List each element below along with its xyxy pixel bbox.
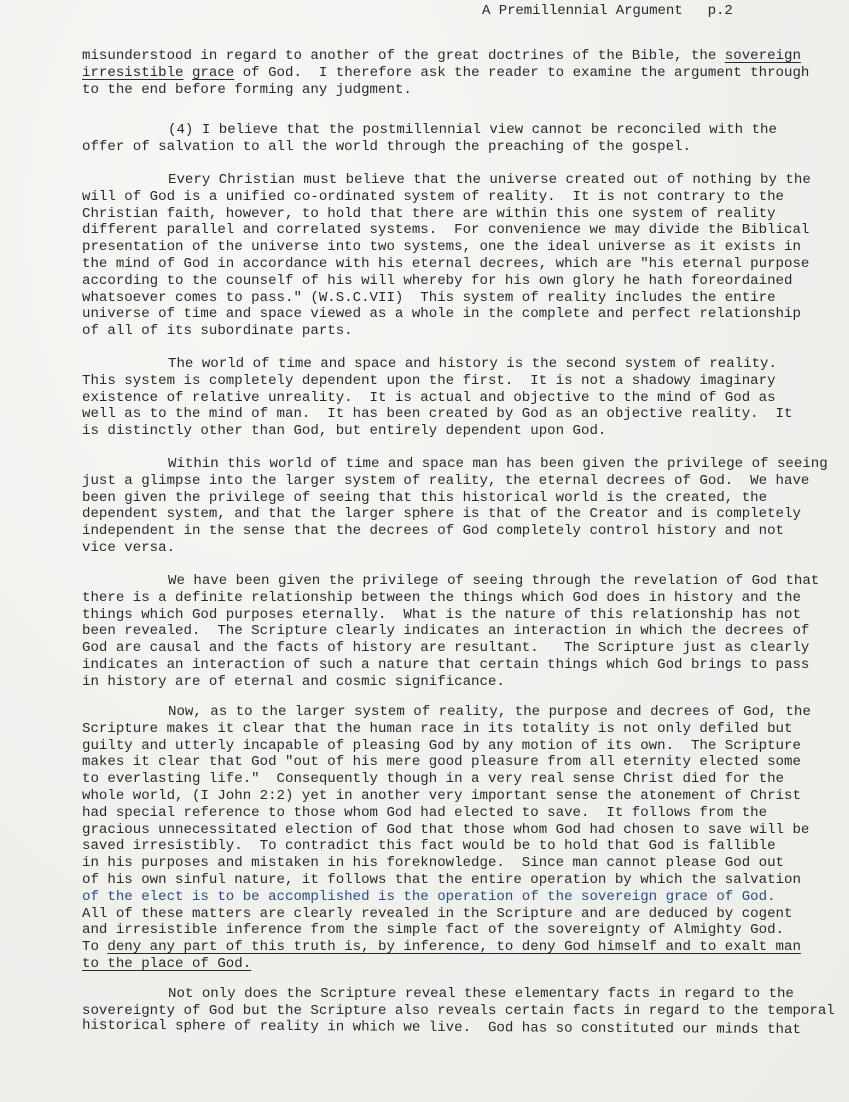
text-line <box>82 805 811 822</box>
text-segment: whole world, (I John 2:2) yet in another very important sense the atonement of Christ <box>82 787 801 804</box>
text-segment: in his purposes and mistaken in his foreknowledge. Since man cannot please God out <box>82 855 784 872</box>
paragraph <box>82 456 828 557</box>
text-segment: been revealed. The Scripture clearly indicates an interaction in which the decrees of <box>82 623 810 640</box>
text-line <box>82 48 809 65</box>
text-line <box>82 704 811 721</box>
text-segment: This system is completely dependent upon the first. It is not a shadowy imaginary <box>82 372 776 389</box>
paragraph <box>82 122 777 156</box>
text-segment: Scripture makes it clear that the human race in its totality is not only defiled but <box>82 720 793 737</box>
text-line <box>82 1017 835 1038</box>
text-segment: To <box>82 939 108 956</box>
underlined-text: grace <box>191 64 235 81</box>
text-segment: things which God purposes eternally. What is the nature of this relationship has not <box>82 606 801 623</box>
underlined-text: to the place of God. <box>82 955 252 972</box>
text-segment: independent in the sense that the decrees of God completely control history and not <box>82 523 784 540</box>
text-line <box>82 607 819 624</box>
text-line <box>82 356 792 373</box>
text-line <box>82 889 811 906</box>
text-segment: is distinctly other than God, but entirely dependent upon God. <box>82 423 607 440</box>
text-line <box>82 590 819 607</box>
text-segment: vice versa. <box>82 539 176 556</box>
text-segment: dependent system, and that the larger sphere is that of the Creator and is completely <box>82 506 801 523</box>
page-number: p.2 <box>707 3 733 19</box>
text-segment: We have been given the privilege of seeing through the revelation of God that <box>168 573 820 589</box>
text-line <box>82 490 828 507</box>
text-line <box>82 423 792 440</box>
text-line <box>82 222 811 239</box>
text-segment: offer of salvation to all the world through the preaching of the gospel. <box>82 138 691 155</box>
text-segment: whatsoever comes to pass." (W.S.C.VII) This system of reality includes the entire <box>82 289 776 306</box>
text-line <box>82 872 811 889</box>
text-line <box>82 822 811 839</box>
text-segment: of his own sinful nature, it follows that the entire operation by which the salvation <box>82 871 801 888</box>
paragraph <box>82 573 819 691</box>
text-segment: in history are of eternal and cosmic significance. <box>82 673 505 690</box>
text-segment: will of God is a unified co-ordinated system of reality. It is not contrary to the <box>82 188 784 205</box>
text-segment: Every Christian must believe that the universe created out of nothing by the <box>168 172 811 188</box>
text-line <box>82 139 777 156</box>
text-line <box>82 939 811 956</box>
text-segment: of all of its subordinate parts. <box>82 323 353 340</box>
text-line <box>82 456 828 473</box>
text-line <box>82 239 811 256</box>
text-line <box>82 256 811 273</box>
text-segment: presentation of the universe into two systems, one the ideal universe as it exists in <box>82 239 801 256</box>
text-line <box>82 523 828 540</box>
text-line <box>82 122 777 139</box>
text-line <box>82 771 811 788</box>
text-line <box>82 406 792 423</box>
text-segment: to everlasting life." Consequently though in a very real sense Christ died for the <box>82 771 784 788</box>
paragraph <box>82 704 811 973</box>
text-segment: had special reference to those whom God had elected to save. It follows from the <box>82 804 768 821</box>
text-segment: Within this world of time and space man has been given the privilege of seeing <box>168 456 828 472</box>
text-segment: Not only does the Scripture reveal these elementary facts in regard to the <box>168 986 794 1002</box>
text-line <box>82 306 811 323</box>
text-segment: saved irresistibly. To contradict this fact would be to hold that God is fallible <box>82 838 776 855</box>
text-segment: of God. I therefore ask the reader to examine the argument through <box>234 64 810 81</box>
text-line <box>82 65 809 82</box>
paragraph <box>82 986 835 1036</box>
text-line <box>82 506 828 523</box>
text-segment: there is a definite relationship between the things which God does in history and the <box>82 589 801 606</box>
text-segment: Christian faith, however, to hold that there are within this one system of reality <box>82 205 776 222</box>
text-line <box>82 855 811 872</box>
text-line <box>82 906 811 923</box>
underlined-text: sovereign <box>724 48 801 64</box>
text-line <box>82 838 811 855</box>
text-segment: the mind of God in accordance with his eternal decrees, which are "his eternal purpose <box>82 255 810 272</box>
paragraph <box>82 356 792 440</box>
text-segment <box>184 65 192 81</box>
text-segment: different parallel and correlated systems. For convenience we may divide the Biblical <box>82 222 810 239</box>
text-line <box>82 390 792 407</box>
text-segment: and irresistible inference from the simple fact of the sovereignty of Almighty God. <box>82 922 784 939</box>
text-segment: (4) I believe that the postmillennial view cannot be reconciled with the <box>168 122 777 138</box>
text-line <box>82 640 819 657</box>
text-segment: makes it clear that God "out of his mere good pleasure from all eternity elected some <box>82 754 801 771</box>
text-line <box>82 540 828 557</box>
text-segment: indicates an interaction of such a nature that certain things which God brings to pass <box>82 656 810 673</box>
text-segment: sovereignty of God but the Scripture also reveals certain facts in regard to the temporal <box>82 1002 835 1019</box>
text-line <box>82 788 811 805</box>
text-line <box>82 657 819 674</box>
text-segment: of the elect is to be accomplished is the operation of the sovereign grace of God. <box>82 888 776 905</box>
text-line <box>82 373 792 390</box>
text-line <box>82 721 811 738</box>
text-segment: existence of relative unreality. It is actual and objective to the mind of God as <box>82 389 776 406</box>
text-segment: All of these matters are clearly revealed in the Scripture and are deduced by cogent <box>82 905 793 922</box>
text-segment: misunderstood in regard to another of the great doctrines of the Bible, the <box>82 48 725 64</box>
underlined-text: irresistible <box>82 64 184 81</box>
text-line <box>82 82 809 99</box>
text-line <box>82 922 811 939</box>
text-line <box>82 323 811 340</box>
text-segment: guilty and utterly incapable of pleasing God by any motion of its own. The Scripture <box>82 737 801 754</box>
paragraph <box>82 172 811 340</box>
text-line <box>82 189 811 206</box>
header-title: A Premillennial Argument <box>482 3 683 19</box>
text-segment: well as to the mind of man. It has been created by God as an objective reality. It <box>82 406 793 423</box>
text-line <box>82 1003 835 1020</box>
text-line <box>82 273 811 290</box>
text-line <box>82 573 819 590</box>
text-segment: God are causal and the facts of history are resultant. The Scripture just as clearly <box>82 640 810 657</box>
text-line <box>82 754 811 771</box>
underlined-text: deny any part of this truth is, by inference, to deny God himself and to exalt man <box>107 939 801 956</box>
text-segment: just a glimpse into the larger system of reality, the eternal decrees of God. We have <box>82 472 810 489</box>
paragraph <box>82 48 809 98</box>
text-segment: historical sphere of reality in which we live. God has so constituted our minds that <box>81 1017 801 1038</box>
text-line <box>82 738 811 755</box>
text-segment: Now, as to the larger system of reality, the purpose and decrees of God, the <box>168 704 811 720</box>
running-header <box>482 3 733 19</box>
text-segment: according to the counself of his will whereby for his own glory he hath foreordained <box>82 272 793 289</box>
text-segment: universe of time and space viewed as a whole in the complete and perfect relationship <box>82 306 801 323</box>
text-line <box>82 674 819 691</box>
text-segment: to the end before forming any judgment. <box>82 81 412 98</box>
text-line <box>82 172 811 189</box>
text-line <box>82 956 811 973</box>
text-line <box>82 206 811 223</box>
text-line <box>82 473 828 490</box>
text-segment: been given the privilege of seeing that this historical world is the created, the <box>82 489 768 506</box>
text-segment: gracious unnecessitated election of God that those whom God had chosen to save will be <box>82 821 810 838</box>
text-line <box>82 290 811 307</box>
text-line <box>82 986 835 1003</box>
text-segment: The world of time and space and history is the second system of reality. <box>168 356 777 372</box>
text-line <box>82 623 819 640</box>
